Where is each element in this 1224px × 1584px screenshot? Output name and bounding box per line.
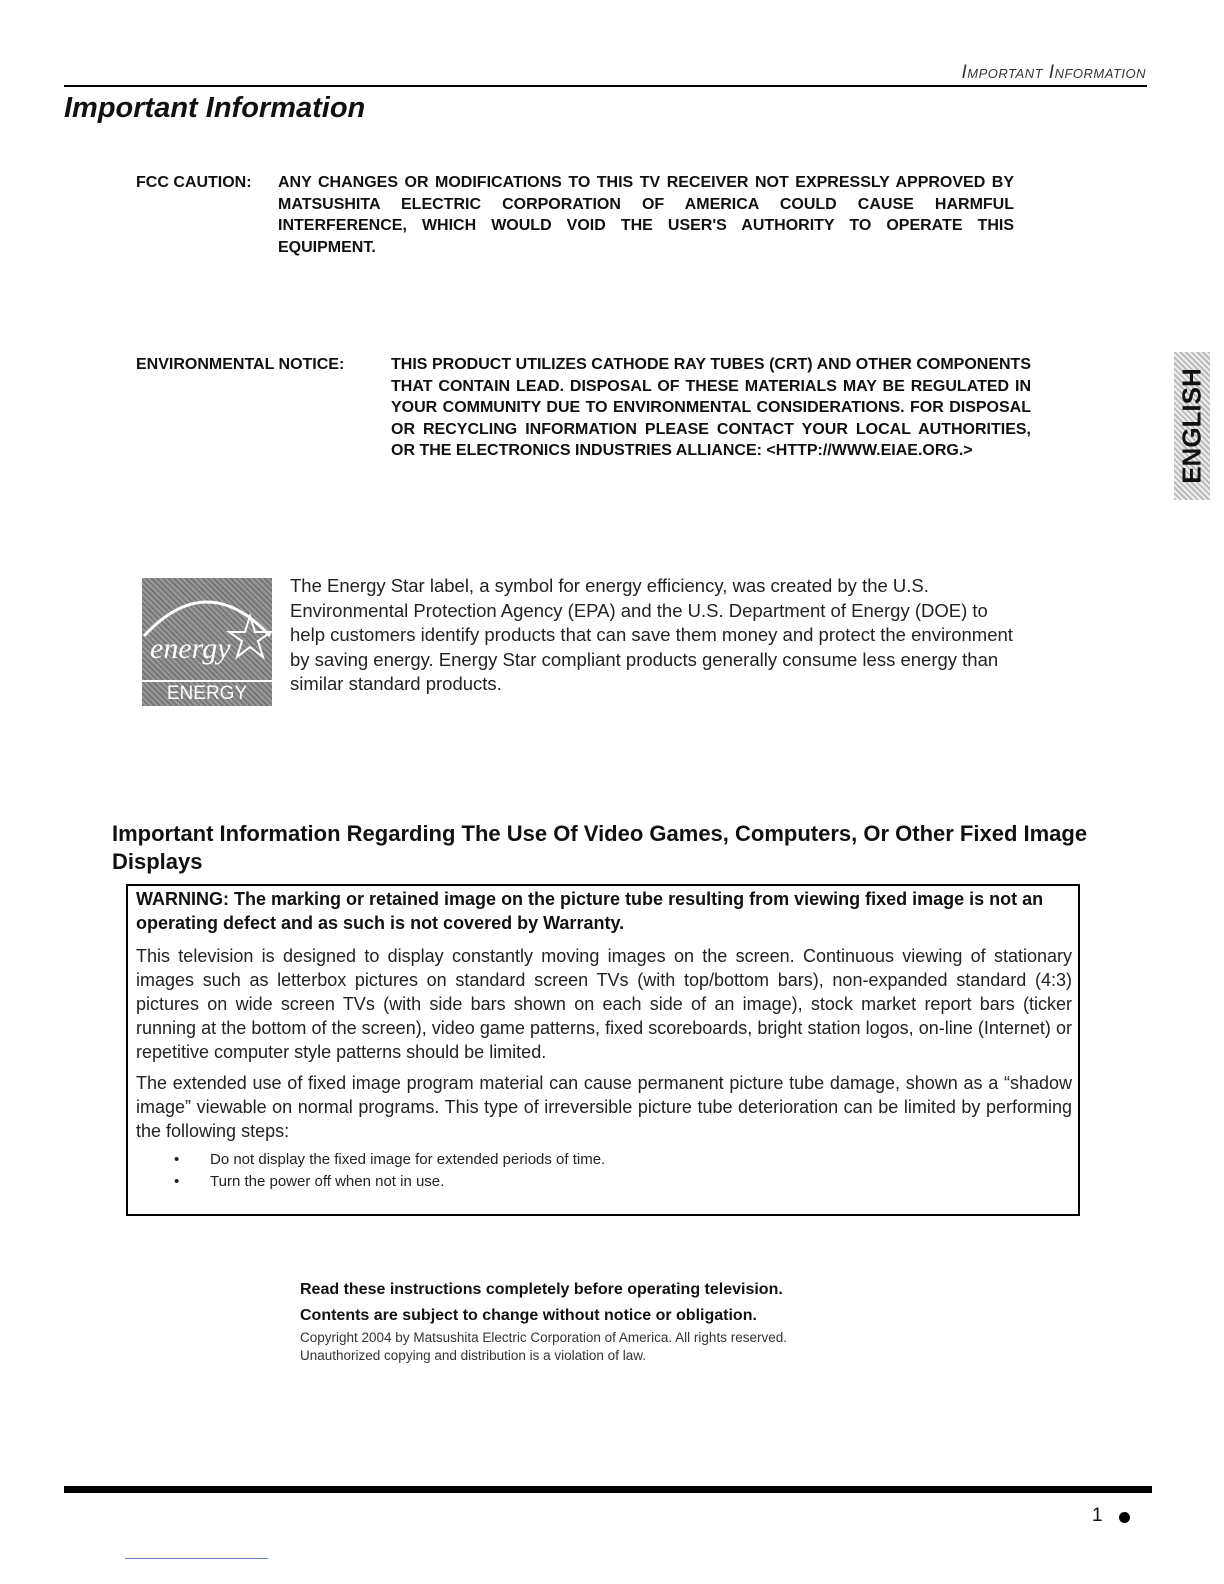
subject-to-change-note: Contents are subject to change without notice or obligation. <box>300 1307 757 1324</box>
energy-star-emblem-icon <box>142 578 272 682</box>
svg-text:energy: energy <box>150 632 231 665</box>
list-item: • Do not display the fixed image for extended periods of time. <box>174 1149 605 1171</box>
page-title: Important Information <box>64 92 366 124</box>
language-tab-label: ENGLISH <box>1176 368 1207 484</box>
language-tab-english <box>1174 352 1210 500</box>
fixed-image-paragraph-1: This television is designed to display constantly moving images on the screen. Continuous viewing of stationary images such as letterbox pictures on standard screen TVs (with top/bottom bars), non-expanded standard (4:3) pictures on wide screen TVs (with side bars shown on each side of an image), stock market report bars (ticker running at the bottom of the screen), video game patterns, fixed scoreboards, bright station logos, on-line (Internet) or repetitive computer style patterns should be limited. <box>136 946 1072 1062</box>
header-rule <box>64 85 1147 87</box>
list-item: • Turn the power off when not in use. <box>174 1171 605 1193</box>
page-number: 1 <box>1092 1505 1103 1526</box>
copyright-note: Copyright 2004 by Matsushita Electric Corporation of America. All rights reserved. <box>300 1330 787 1345</box>
footer-rule <box>64 1486 1152 1493</box>
fixed-image-paragraph-2: The extended use of fixed image program material can cause permanent picture tube damage, shown as a “shadow image” viewable on normal programs. This type of irreversible picture tube deterioration can be limited by performing the following steps: <box>136 1073 1072 1141</box>
running-head: Important Information <box>961 62 1146 83</box>
unauthorized-copying-note: Unauthorized copying and distribution is a violation of law. <box>300 1348 646 1363</box>
footer-notes <box>300 1277 787 1365</box>
warning-statement: WARNING: The marking or retained image on the picture tube resulting from viewing fixed image is not an operating defect and as such is not covered by Warranty. <box>136 889 1044 933</box>
environmental-notice-label: ENVIRONMENTAL NOTICE: <box>136 356 345 373</box>
fcc-caution-label: FCC CAUTION: <box>136 174 252 191</box>
prevention-steps-list <box>174 1149 605 1193</box>
section-heading-fixed-image: Important Information Regarding The Use Of Video Games, Computers, Or Other Fixed Image Displays <box>112 821 1088 874</box>
environmental-notice-text: THIS PRODUCT UTILIZES CATHODE RAY TUBES (CRT) AND OTHER COMPONENTS THAT CONTAIN LEAD. DISPOSAL OF THESE MATERIALS MAY BE REGULATED IN YOUR COMMUNITY DUE TO ENVIRONMENTAL CONSIDERATIONS. FOR DISPOSAL OR RECYCLING INFORMATION PLEASE CONTACT YOUR LOCAL AUTHORITIES, OR THE ELECTRONICS INDUSTRIES ALLIANCE: <HTTP://WWW.EIAE.ORG.> <box>391 356 1031 459</box>
bullet-dot-icon <box>1119 1512 1130 1523</box>
energy-star-logo <box>142 578 272 728</box>
read-instructions-note: Read these instructions completely before operating television. <box>300 1281 783 1298</box>
energy-star-description: The Energy Star label, a symbol for energy efficiency, was created by the U.S. Environmental Protection Agency (EPA) and the U.S. Department of Energy (DOE) to help customers identify products that can save them money and protect the environment by saving energy. Energy Star compliant products generally consume less energy than similar standard products. <box>290 575 1013 694</box>
energy-star-logo-label: ENERGY STAR <box>142 680 272 706</box>
fcc-caution-text: ANY CHANGES OR MODIFICATIONS TO THIS TV RECEIVER NOT EXPRESSLY APPROVED BY MATSUSHITA ELECTRIC CORPORATION OF AMERICA COULD CAUSE HARMFUL INTERFERENCE, WHICH WOULD VOID THE USER'S AUTHORITY TO OPERATE THIS EQUIPMENT. <box>278 174 1014 256</box>
divider-line <box>125 1558 268 1559</box>
